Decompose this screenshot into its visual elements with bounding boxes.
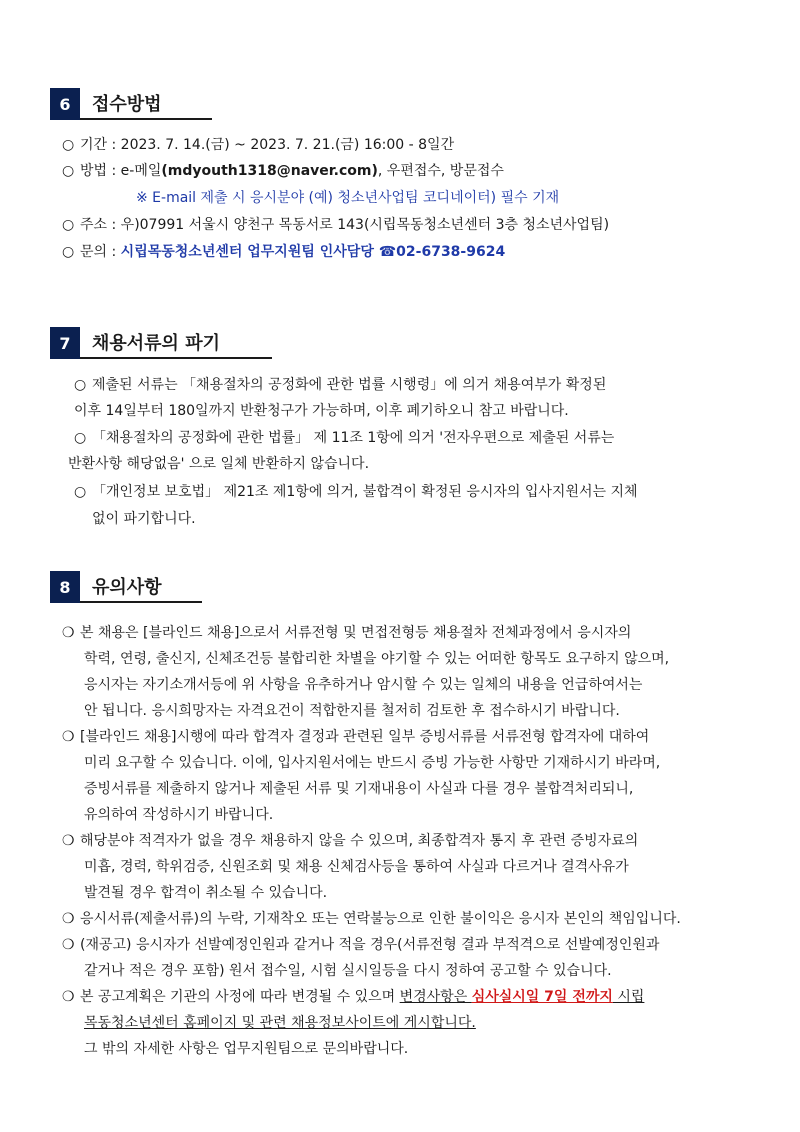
- notice-text: [블라인드 채용]시행에 따라 합격자 결정과 관련된 일부 증빙서류를 서류전형 합격자에 대하여: [80, 729, 650, 745]
- notice-text: 시립: [612, 989, 645, 1005]
- notice-text: 본 채용은 [블라인드 채용]으로서 서류전형 및 면접전형등 채용절차 전체과정에서 응시자의: [80, 625, 632, 641]
- contact-line: [62, 243, 505, 261]
- notice-item-5: [62, 936, 659, 954]
- disposal-text: 「개인정보 보호법」 제21조 제1항에 의거, 불합격이 확정된 응시자의 입사지원서는 지체: [92, 484, 638, 500]
- bullet-icon: ○: [62, 244, 75, 260]
- section-title: 유의사항: [80, 571, 202, 603]
- notice-text: (재공고) 응시자가 선발예정인원과 같거나 적을 경우(서류전형 결과 부적격으로 선발예정인원과: [80, 937, 660, 953]
- notice-text: 미리 요구할 수 있습니다. 이에, 입사지원서에는 반드시 증빙 가능한 사항만 기재하시기 바라며,: [84, 755, 661, 771]
- period-text: 기간 : 2023. 7. 14.(금) ~ 2023. 7. 21.(금) 16:00 - 8일간: [80, 137, 455, 153]
- disposal-item-3-cont: 없이 파기합니다.: [92, 511, 196, 527]
- bullet-icon: ❍: [62, 937, 75, 953]
- notice-text: 안 됩니다. 응시희망자는 자격요건이 적합한지를 철저히 검토한 후 접수하시기 바랍니다.: [84, 703, 620, 719]
- bullet-icon: ❍: [62, 911, 75, 927]
- disposal-text: 제출된 서류는 「채용절차의 공정화에 관한 법률 시행령」에 의거 채용여부가 확정된: [92, 377, 607, 393]
- period-line: [62, 136, 454, 154]
- address-line: [62, 216, 609, 234]
- notice-text: 증빙서류를 제출하지 않거나 제출된 서류 및 기재내용이 사실과 다를 경우 불합격처리되니,: [84, 781, 634, 797]
- notice-text: 응시자는 자기소개서등에 위 사항을 유추하거나 암시할 수 있는 일체의 내용을 언급하여서는: [84, 677, 643, 693]
- disposal-item-3: [74, 483, 638, 501]
- bullet-icon: ○: [74, 484, 87, 500]
- notice-item-2: [62, 728, 649, 746]
- bullet-icon: ❍: [62, 989, 75, 1005]
- method-suffix: , 우편접수, 방문접수: [377, 163, 504, 179]
- bullet-icon: ○: [62, 137, 75, 153]
- address-text: 주소 : 우)07991 서울시 양천구 목동서로 143(시립목동청소년센터 3층 청소년사업팀): [80, 217, 610, 233]
- section-number: 8: [50, 571, 80, 603]
- notice-text: 본 공고계획은 기관의 사정에 따라 변경될 수 있으며: [80, 989, 400, 1005]
- email-address: (mdyouth1318@naver.com): [161, 163, 378, 179]
- disposal-item-2: [74, 429, 614, 447]
- disposal-item-1-cont: 이후 14일부터 180일까지 반환청구가 가능하며, 이후 폐기하오니 참고 바랍니다.: [74, 403, 569, 419]
- notice-item-3: [62, 832, 638, 850]
- section-title: 채용서류의 파기: [80, 327, 272, 359]
- notice-text: 해당분야 적격자가 없을 경우 채용하지 않을 수 있으며, 최종합격자 통지 후 관련 증빙자료의: [80, 833, 639, 849]
- disposal-text: 「채용절차의 공정화에 관한 법률」 제 11조 1항에 의거 '전자우편으로 제출된 서류는: [92, 430, 615, 446]
- section-8-header: [50, 571, 202, 603]
- bullet-icon: ❍: [62, 729, 75, 745]
- disposal-item-2-cont: 반환사항 해당없음' 으로 일체 반환하지 않습니다.: [68, 456, 370, 472]
- bullet-icon: ○: [74, 377, 87, 393]
- section-7-header: [50, 327, 272, 359]
- bullet-icon: ○: [62, 217, 75, 233]
- bullet-icon: ❍: [62, 833, 75, 849]
- notice-text: 같거나 적은 경우 포함) 원서 접수일, 시험 실시일등을 다시 정하여 공고할 수 있습니다.: [84, 963, 612, 979]
- section-number: 6: [50, 88, 80, 120]
- notice-item-6: [62, 988, 644, 1006]
- method-prefix: 방법 : e-메일: [80, 163, 162, 179]
- notice-text: 학력, 연령, 출신지, 신체조건등 불합리한 차별을 야기할 수 있는 어떠한 항목도 요구하지 않으며,: [84, 651, 670, 667]
- bullet-icon: ❍: [62, 625, 75, 641]
- notice-item-1: [62, 624, 631, 642]
- notice-text: 유의하여 작성하시기 바랍니다.: [84, 807, 274, 823]
- notice-item-4: [62, 910, 681, 928]
- contact-value: 시립목동청소년센터 업무지원팀 인사담당 ☎02-6738-9624: [120, 244, 506, 260]
- notice-deadline: 심사실시일 7일 전까지: [471, 989, 613, 1005]
- notice-text: 그 밖의 자세한 사항은 업무지원팀으로 문의바랍니다.: [84, 1041, 409, 1057]
- notice-text: 응시서류(제출서류)의 누락, 기재착오 또는 연락불능으로 인한 불이익은 응시자 본인의 책임입니다.: [80, 911, 681, 927]
- disposal-item-1: [74, 376, 606, 394]
- section-number: 7: [50, 327, 80, 359]
- bullet-icon: ○: [62, 163, 75, 179]
- contact-prefix: 문의 :: [80, 244, 121, 260]
- notice-change-label: 변경사항은: [399, 989, 472, 1005]
- method-note: ※ E-mail 제출 시 응시분야 (예) 청소년사업팀 코디네이터) 필수 기재: [136, 190, 560, 206]
- method-line: [62, 162, 504, 180]
- section-6-header: [50, 88, 212, 120]
- section-title: 접수방법: [80, 88, 212, 120]
- bullet-icon: ○: [74, 430, 87, 446]
- notice-text: 미흡, 경력, 학위검증, 신원조회 및 채용 신체검사등을 통하여 사실과 다르거나 결격사유가: [84, 859, 629, 875]
- notice-text: 발견될 경우 합격이 취소될 수 있습니다.: [84, 885, 328, 901]
- notice-text: 목동청소년센터 홈페이지 및 관련 채용정보사이트에 게시합니다.: [84, 1015, 476, 1031]
